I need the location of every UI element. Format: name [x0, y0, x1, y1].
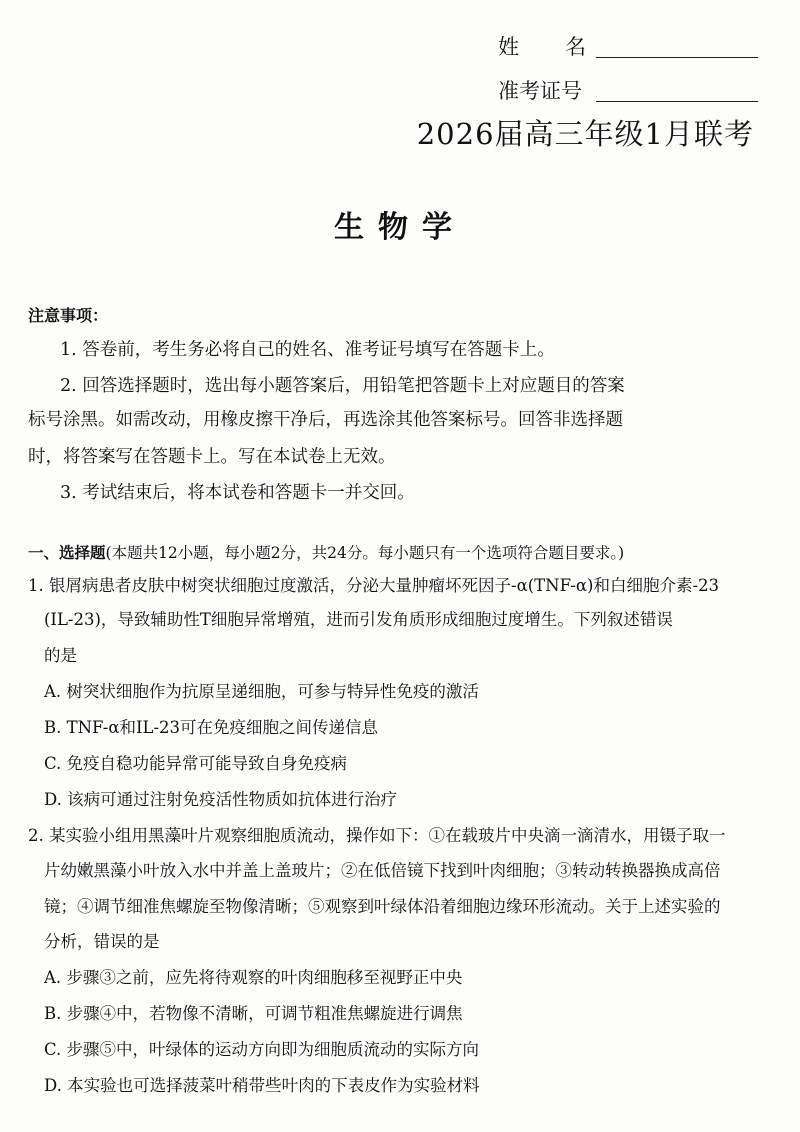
candidate-fields — [498, 14, 758, 102]
id-field-row — [498, 58, 758, 102]
section-note: (本题共12小题，每小题2分，共24分。每小题只有一个选项符合题目要求。) — [105, 544, 625, 562]
id-field[interactable] — [596, 81, 758, 102]
section-title: 一、选择题 — [28, 544, 106, 562]
question-2-option-d[interactable]: D. 本实验也可选择菠菜叶稍带些叶肉的下表皮作为实验材料 — [44, 1076, 480, 1095]
notice-line-4: 时，将答案写在答题卡上。写在本试卷上无效。 — [28, 447, 396, 467]
question-2-line-4: 分析，错误的是 — [44, 932, 160, 951]
question-2-line-2: 片幼嫩黑藻小叶放入水中并盖上盖玻片；②在低倍镜下找到叶肉细胞；③转动转换器换成高倍 — [44, 861, 721, 880]
notice-line-1: 1. 答卷前，考生务必将自己的姓名、准考证号填写在答题卡上。 — [60, 340, 555, 360]
question-1-line-1: 1. 银屑病患者皮肤中树突状细胞过度激活，分泌大量肿瘤坏死因子-α(TNF-α)和白细胞介素-23 — [28, 576, 720, 595]
question-1-line-2: (IL-23)，导致辅助性T细胞异常增殖，进而引发角质形成细胞过度增生。下列叙述错误 — [44, 610, 673, 629]
notice-line-5: 3. 考试结束后，将本试卷和答题卡一并交回。 — [60, 483, 415, 503]
question-1-option-b[interactable]: B. TNF-α和IL-23可在免疫细胞之间传递信息 — [44, 718, 379, 737]
question-1-line-3: 的是 — [44, 646, 77, 665]
question-2-line-3: 镜；④调节细准焦螺旋至物像清晰；⑤观察到叶绿体沿着细胞边缘环形流动。关于上述实验的 — [44, 897, 721, 916]
question-2-line-1: 2. 某实验小组用黑藻叶片观察细胞质流动，操作如下：①在载玻片中央滴一滴清水，用镊子取一 — [28, 826, 726, 845]
name-field[interactable] — [596, 37, 758, 58]
subject-title: 生物学 — [334, 210, 466, 245]
notice-line-2: 2. 回答选择题时，选出每小题答案后，用铅笔把答题卡上对应题目的答案 — [60, 376, 625, 396]
question-1-option-c[interactable]: C. 免疫自稳功能异常可能导致自身免疫病 — [44, 754, 348, 773]
question-1-option-a[interactable]: A. 树突状细胞作为抗原呈递细胞，可参与特异性免疫的激活 — [44, 682, 479, 701]
question-2-option-b[interactable]: B. 步骤④中，若物像不清晰，可调节粗准焦螺旋进行调焦 — [44, 1004, 463, 1023]
exam-title: 2026届高三年级1月联考 — [416, 117, 754, 151]
question-1-option-d[interactable]: D. 该病可通过注射免疫活性物质如抗体进行治疗 — [44, 790, 398, 809]
notice-line-3: 标号涂黑。如需改动，用橡皮擦干净后，再选涂其他答案标号。回答非选择题 — [28, 410, 623, 430]
id-label: 准考证号 — [498, 79, 582, 103]
notice-heading: 注意事项： — [28, 306, 109, 325]
section-heading — [28, 541, 624, 563]
question-2-option-a[interactable]: A. 步骤③之前，应先将待观察的叶肉细胞移至视野正中央 — [44, 968, 463, 987]
name-label: 姓名 — [498, 35, 632, 59]
name-field-row — [498, 14, 758, 58]
question-2-option-c[interactable]: C. 步骤⑤中，叶绿体的运动方向即为细胞质流动的实际方向 — [44, 1040, 480, 1059]
